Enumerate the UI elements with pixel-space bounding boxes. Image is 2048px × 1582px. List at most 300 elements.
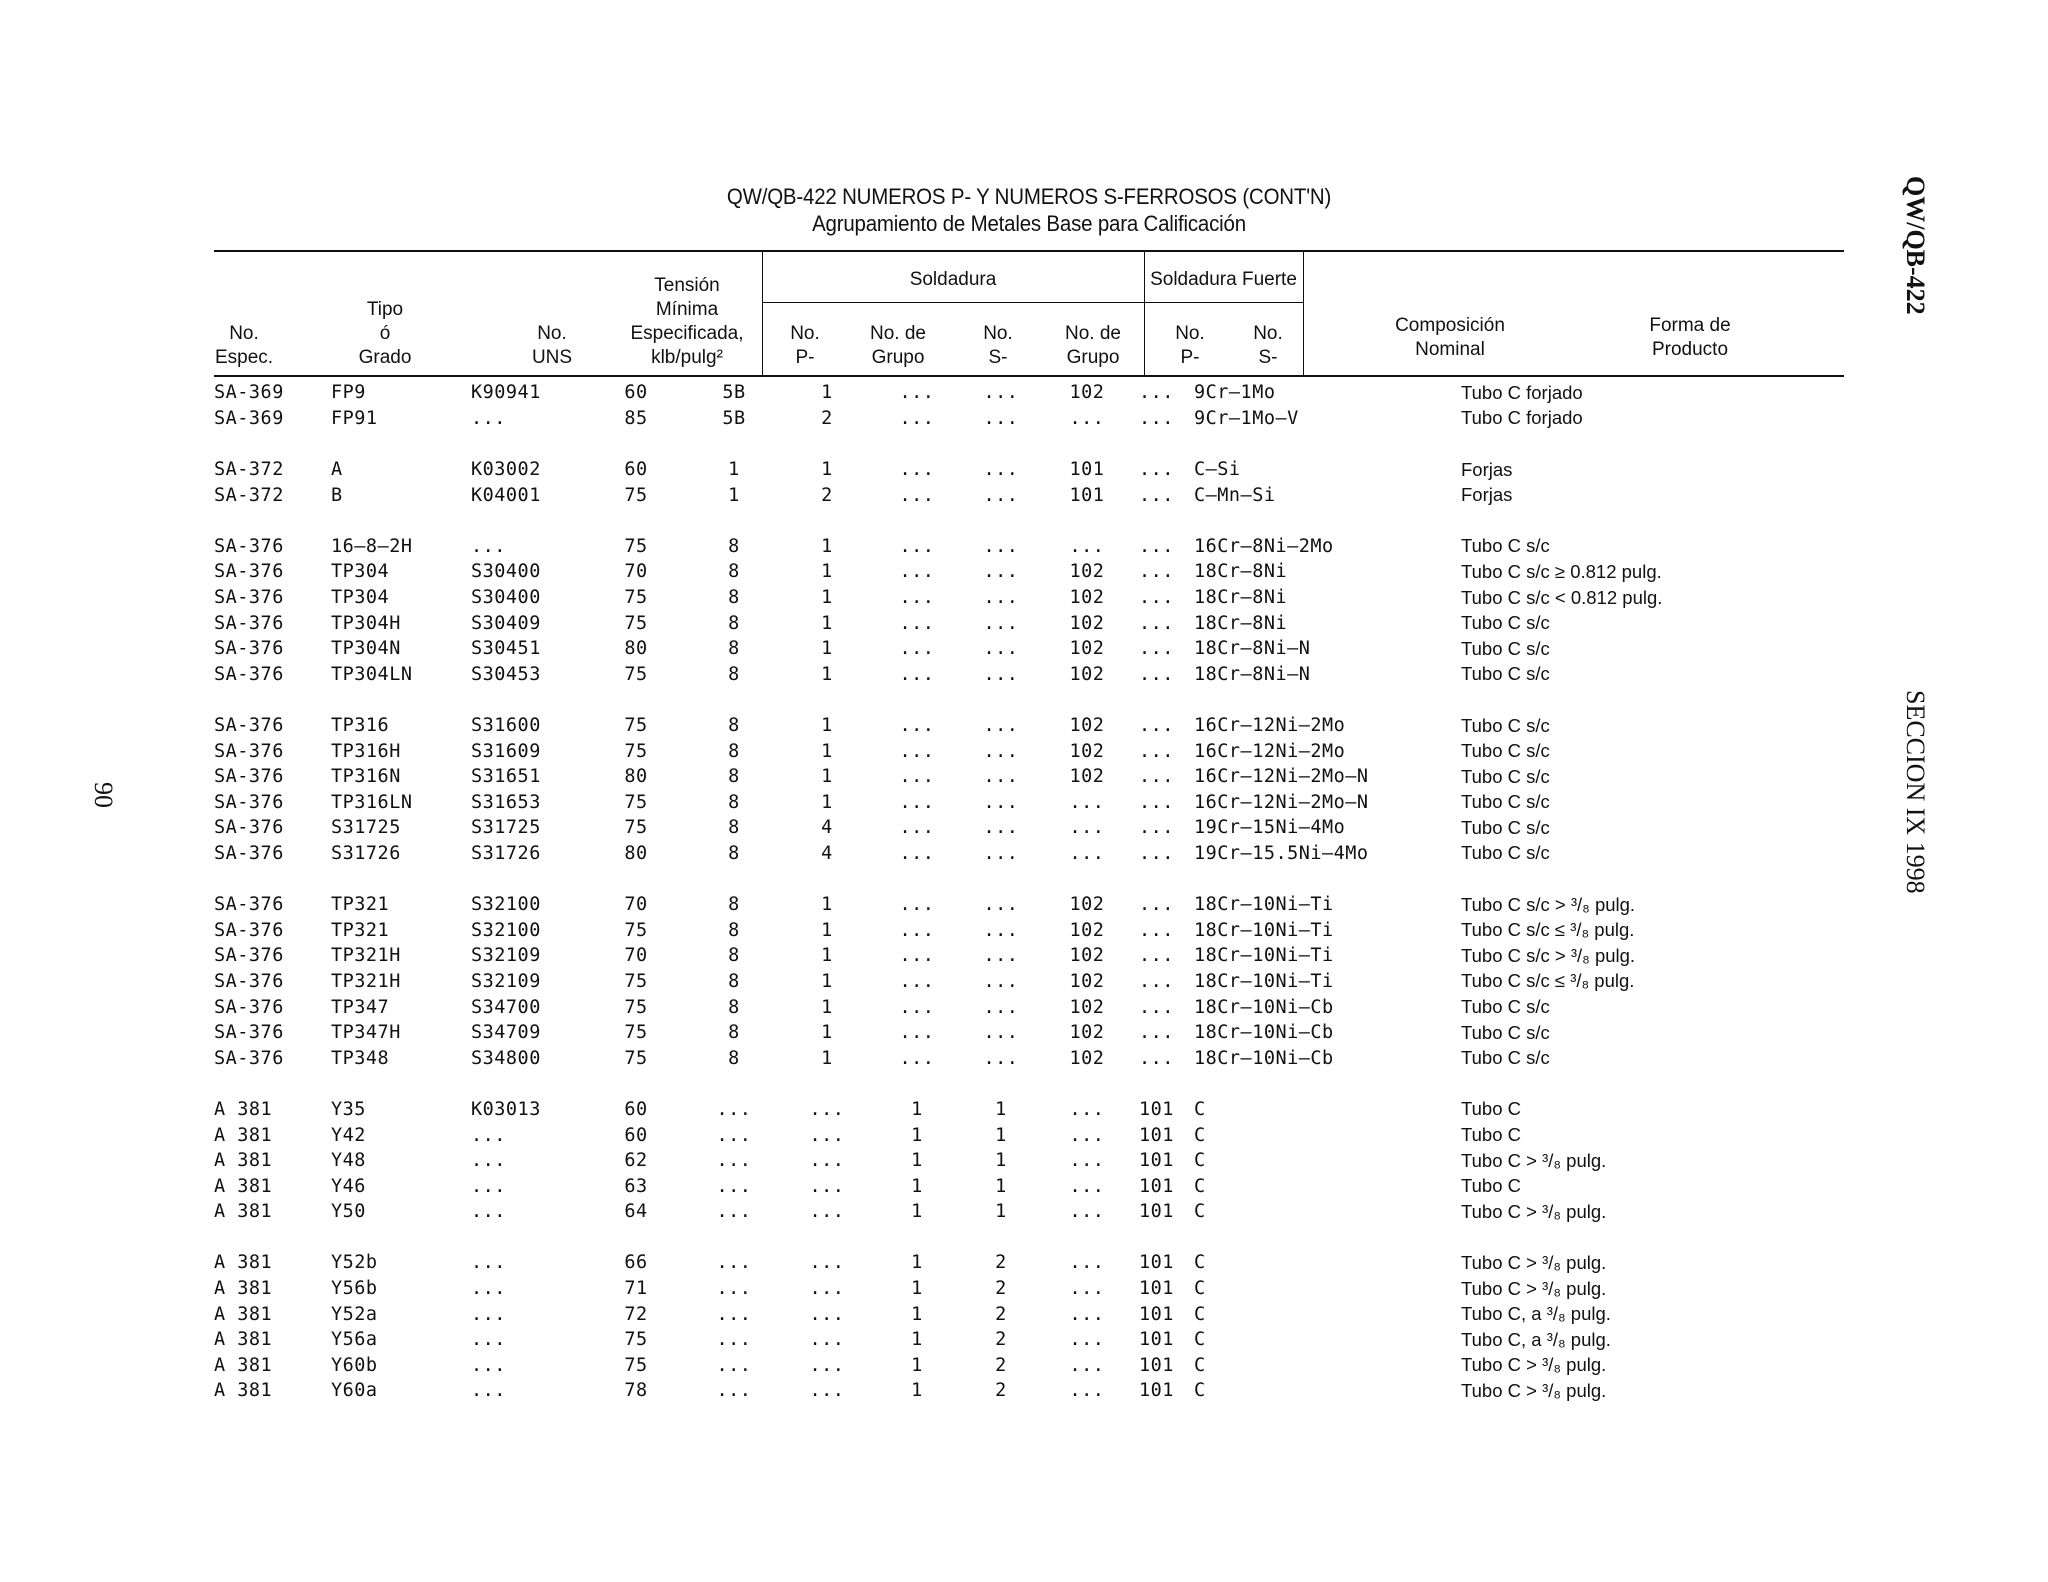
cell-spec: SA-376 bbox=[214, 1047, 284, 1069]
cell-composition: C bbox=[1194, 1354, 1206, 1376]
cell-composition: 18Cr–10Ni–Ti bbox=[1194, 894, 1334, 916]
cell-braze-p-no: 102 bbox=[1069, 715, 1105, 737]
cell-spec: A 381 bbox=[214, 1252, 273, 1274]
cell-product-form: Tubo C > ³/₈ pulg. bbox=[1461, 1149, 1607, 1171]
cell-p-no: 5B bbox=[722, 407, 746, 429]
cell-composition: 16Cr–12Ni–2Mo–N bbox=[1194, 766, 1369, 788]
col-header-s-group: No. de Grupo bbox=[1065, 323, 1121, 368]
cell-spec: SA-376 bbox=[214, 970, 284, 992]
cell-p-group: ... bbox=[809, 1354, 845, 1376]
cell-uns: S30400 bbox=[471, 561, 541, 583]
cell-p-group: 1 bbox=[821, 1022, 833, 1044]
cell-braze-p-no: 101 bbox=[1069, 459, 1105, 481]
cell-braze-s-no: ... bbox=[1139, 638, 1174, 660]
cell-braze-s-no: ... bbox=[1139, 945, 1174, 967]
cell-product-form: Tubo C > ³/₈ pulg. bbox=[1461, 1277, 1607, 1299]
cell-p-group: 4 bbox=[821, 817, 833, 839]
cell-p-no: 8 bbox=[728, 535, 740, 557]
cell-spec: A 381 bbox=[214, 1175, 273, 1197]
cell-uns: S31600 bbox=[471, 715, 541, 737]
cell-braze-p-no: ... bbox=[1069, 842, 1105, 864]
table-row bbox=[214, 1020, 1761, 1046]
cell-braze-p-no: ... bbox=[1069, 1098, 1105, 1120]
cell-s-group: ... bbox=[983, 945, 1019, 967]
col-header-tensile: Tensión Mínima Especificada, klb/pulg² bbox=[630, 275, 744, 368]
cell-s-no: ... bbox=[899, 945, 935, 967]
cell-product-form: Tubo C s/c bbox=[1461, 816, 1550, 838]
cell-spec: SA-376 bbox=[214, 561, 284, 583]
cell-s-group: 2 bbox=[995, 1354, 1007, 1376]
cell-braze-s-no: ... bbox=[1139, 663, 1174, 685]
side-code-label: QW/QB-422 bbox=[1901, 176, 1930, 315]
table-row bbox=[214, 738, 1761, 764]
cell-s-group: ... bbox=[983, 894, 1019, 916]
cell-product-form: Tubo C s/c bbox=[1461, 765, 1550, 787]
cell-braze-p-no: ... bbox=[1069, 1380, 1105, 1402]
col-header-p-group: No. de Grupo bbox=[870, 323, 926, 368]
cell-tensile: 75 bbox=[624, 663, 648, 685]
cell-p-group: 1 bbox=[821, 535, 833, 557]
cell-s-group: 1 bbox=[995, 1175, 1007, 1197]
cell-p-group: 1 bbox=[821, 791, 833, 813]
cell-s-group: ... bbox=[983, 612, 1019, 634]
cell-tensile: 75 bbox=[624, 791, 648, 813]
cell-grade: TP304 bbox=[331, 561, 390, 583]
cell-uns: ... bbox=[471, 1303, 506, 1325]
table-row bbox=[214, 1045, 1761, 1071]
cell-composition: 18Cr–8Ni bbox=[1194, 612, 1288, 634]
cell-p-group: ... bbox=[809, 1380, 845, 1402]
cell-s-no: 1 bbox=[911, 1278, 923, 1300]
cell-braze-s-no: ... bbox=[1139, 766, 1174, 788]
cell-product-form: Tubo C s/c > ³/₈ pulg. bbox=[1461, 944, 1636, 966]
cell-composition: C bbox=[1194, 1150, 1206, 1172]
cell-grade: TP304LN bbox=[331, 663, 413, 685]
cell-s-no: ... bbox=[899, 484, 935, 506]
cell-product-form: Tubo C s/c bbox=[1461, 663, 1550, 685]
cell-product-form: Tubo C s/c > ³/₈ pulg. bbox=[1461, 893, 1636, 915]
cell-tensile: 60 bbox=[624, 459, 648, 481]
table-row bbox=[214, 892, 1761, 918]
cell-s-no: ... bbox=[899, 842, 935, 864]
cell-s-group: ... bbox=[983, 459, 1019, 481]
cell-p-group: ... bbox=[809, 1252, 845, 1274]
cell-p-group: ... bbox=[809, 1150, 845, 1172]
cell-grade: Y56b bbox=[331, 1278, 378, 1300]
cell-p-group: ... bbox=[809, 1329, 845, 1351]
cell-spec: SA-376 bbox=[214, 919, 284, 941]
cell-spec: SA-376 bbox=[214, 612, 284, 634]
cell-product-form: Tubo C bbox=[1461, 1098, 1521, 1120]
table-row bbox=[214, 1173, 1761, 1199]
group-spacer-row bbox=[214, 866, 1761, 892]
cell-product-form: Tubo C s/c bbox=[1461, 842, 1550, 864]
cell-s-no: ... bbox=[899, 894, 935, 916]
header-top-rule bbox=[214, 250, 1844, 252]
page-number: 90 bbox=[89, 782, 118, 808]
cell-p-group: 1 bbox=[821, 945, 833, 967]
cell-p-no: 8 bbox=[728, 587, 740, 609]
cell-tensile: 85 bbox=[624, 407, 648, 429]
table-row bbox=[214, 1148, 1761, 1174]
cell-p-no: 8 bbox=[728, 638, 740, 660]
cell-s-group: 2 bbox=[995, 1252, 1007, 1274]
cell-braze-s-no: ... bbox=[1139, 612, 1174, 634]
cell-grade: Y52b bbox=[331, 1252, 378, 1274]
cell-s-group: ... bbox=[983, 587, 1019, 609]
cell-tensile: 80 bbox=[624, 766, 648, 788]
cell-tensile: 80 bbox=[624, 638, 648, 660]
cell-braze-s-no: ... bbox=[1139, 740, 1174, 762]
cell-grade: TP304 bbox=[331, 587, 390, 609]
cell-p-no: 8 bbox=[728, 1022, 740, 1044]
cell-s-no: 1 bbox=[911, 1380, 923, 1402]
cell-braze-p-no: 102 bbox=[1069, 638, 1105, 660]
cell-composition: 18Cr–8Ni–N bbox=[1194, 663, 1311, 685]
table-row bbox=[214, 457, 1761, 483]
cell-p-group: 1 bbox=[821, 587, 833, 609]
cell-s-no: ... bbox=[899, 407, 935, 429]
col-header-braze-p-no: No. P- bbox=[1175, 323, 1205, 368]
cell-p-group: 1 bbox=[821, 766, 833, 788]
group-spacer-row bbox=[214, 1071, 1761, 1097]
cell-s-group: ... bbox=[983, 996, 1019, 1018]
cell-grade: TP304H bbox=[331, 612, 401, 634]
cell-s-group: ... bbox=[983, 766, 1019, 788]
cell-uns: S34800 bbox=[471, 1047, 541, 1069]
table-row bbox=[214, 1097, 1761, 1123]
cell-s-group: ... bbox=[983, 484, 1019, 506]
cell-product-form: Forjas bbox=[1461, 484, 1513, 506]
cell-spec: A 381 bbox=[214, 1380, 273, 1402]
cell-composition: 19Cr–15Ni–4Mo bbox=[1194, 817, 1346, 839]
cell-braze-p-no: 102 bbox=[1069, 766, 1105, 788]
cell-p-no: ... bbox=[716, 1380, 752, 1402]
cell-spec: SA-372 bbox=[214, 459, 284, 481]
cell-spec: SA-376 bbox=[214, 663, 284, 685]
cell-braze-s-no: ... bbox=[1139, 382, 1174, 404]
cell-p-no: ... bbox=[716, 1124, 752, 1146]
cell-p-no: ... bbox=[716, 1278, 752, 1300]
cell-spec: SA-376 bbox=[214, 766, 284, 788]
table-row bbox=[214, 943, 1761, 969]
cell-composition: 16Cr–12Ni–2Mo–N bbox=[1194, 791, 1369, 813]
spacer-cell bbox=[214, 431, 1761, 457]
cell-p-group: ... bbox=[809, 1098, 845, 1120]
cell-braze-s-no: 101 bbox=[1139, 1175, 1174, 1197]
cell-spec: SA-376 bbox=[214, 791, 284, 813]
cell-s-group: ... bbox=[983, 817, 1019, 839]
table-row bbox=[214, 610, 1761, 636]
cell-p-no: ... bbox=[716, 1303, 752, 1325]
cell-braze-p-no: ... bbox=[1069, 1354, 1105, 1376]
cell-tensile: 64 bbox=[624, 1201, 648, 1223]
cell-braze-p-no: 102 bbox=[1069, 382, 1105, 404]
cell-p-no: ... bbox=[716, 1329, 752, 1351]
cell-tensile: 60 bbox=[624, 382, 648, 404]
cell-s-group: ... bbox=[983, 970, 1019, 992]
cell-s-no: ... bbox=[899, 459, 935, 481]
cell-grade: Y42 bbox=[331, 1124, 366, 1146]
cell-composition: C bbox=[1194, 1278, 1206, 1300]
cell-grade: Y56a bbox=[331, 1329, 378, 1351]
cell-grade: TP316H bbox=[331, 740, 401, 762]
cell-s-no: ... bbox=[899, 740, 935, 762]
cell-grade: TP321 bbox=[331, 894, 390, 916]
cell-uns: S30453 bbox=[471, 663, 541, 685]
cell-braze-p-no: 102 bbox=[1069, 894, 1105, 916]
cell-s-group: ... bbox=[983, 535, 1019, 557]
cell-p-group: 2 bbox=[821, 484, 833, 506]
cell-braze-s-no: 101 bbox=[1139, 1252, 1174, 1274]
cell-product-form: Tubo C s/c < 0.812 pulg. bbox=[1461, 586, 1663, 608]
cell-uns: K04001 bbox=[471, 484, 541, 506]
cell-p-no: ... bbox=[716, 1252, 752, 1274]
cell-braze-p-no: 102 bbox=[1069, 663, 1105, 685]
cell-p-group: 1 bbox=[821, 638, 833, 660]
cell-tensile: 62 bbox=[624, 1150, 648, 1172]
cell-p-no: 8 bbox=[728, 842, 740, 864]
cell-uns: S34700 bbox=[471, 996, 541, 1018]
col-header-form: Forma de Producto bbox=[1649, 315, 1731, 360]
cell-spec: A 381 bbox=[214, 1278, 273, 1300]
cell-uns: S34709 bbox=[471, 1022, 541, 1044]
cell-spec: SA-369 bbox=[214, 382, 284, 404]
table-row bbox=[214, 636, 1761, 662]
cell-p-group: 1 bbox=[821, 740, 833, 762]
cell-p-no: 8 bbox=[728, 561, 740, 583]
cell-product-form: Tubo C s/c bbox=[1461, 612, 1550, 634]
cell-p-group: 1 bbox=[821, 561, 833, 583]
cell-s-group: ... bbox=[983, 382, 1019, 404]
header-bottom-rule bbox=[214, 375, 1844, 377]
cell-composition: 19Cr–15.5Ni–4Mo bbox=[1194, 842, 1369, 864]
p-number-table bbox=[214, 380, 1761, 1404]
cell-uns: S32100 bbox=[471, 919, 541, 941]
cell-braze-p-no: 102 bbox=[1069, 1022, 1105, 1044]
table-row bbox=[214, 994, 1761, 1020]
cell-uns: S31651 bbox=[471, 766, 541, 788]
cell-braze-s-no: ... bbox=[1139, 1022, 1174, 1044]
cell-s-group: ... bbox=[983, 740, 1019, 762]
cell-uns: ... bbox=[471, 1278, 506, 1300]
cell-p-no: 8 bbox=[728, 919, 740, 941]
cell-s-no: ... bbox=[899, 535, 935, 557]
cell-p-no: 5B bbox=[722, 382, 746, 404]
cell-p-group: ... bbox=[809, 1201, 845, 1223]
cell-s-group: ... bbox=[983, 1047, 1019, 1069]
table-row bbox=[214, 815, 1761, 841]
cell-p-group: ... bbox=[809, 1124, 845, 1146]
cell-s-no: 1 bbox=[911, 1354, 923, 1376]
cell-grade: B bbox=[331, 484, 343, 506]
cell-p-no: 8 bbox=[728, 1047, 740, 1069]
cell-braze-s-no: ... bbox=[1139, 894, 1174, 916]
cell-braze-s-no: 101 bbox=[1139, 1380, 1174, 1402]
table-row bbox=[214, 559, 1761, 585]
cell-product-form: Tubo C s/c bbox=[1461, 996, 1550, 1018]
cell-composition: 18Cr–8Ni bbox=[1194, 561, 1288, 583]
cell-braze-p-no: 102 bbox=[1069, 919, 1105, 941]
cell-s-no: ... bbox=[899, 638, 935, 660]
table-row bbox=[214, 1327, 1761, 1353]
cell-uns: S30400 bbox=[471, 587, 541, 609]
cell-s-no: ... bbox=[899, 1022, 935, 1044]
table-title-block bbox=[214, 183, 1844, 237]
cell-s-no: 1 bbox=[911, 1329, 923, 1351]
cell-s-no: ... bbox=[899, 766, 935, 788]
cell-braze-s-no: ... bbox=[1139, 791, 1174, 813]
cell-braze-p-no: ... bbox=[1069, 1252, 1105, 1274]
group-spacer-row bbox=[214, 431, 1761, 457]
cell-product-form: Tubo C s/c ≤ ³/₈ pulg. bbox=[1461, 919, 1635, 941]
cell-tensile: 75 bbox=[624, 1047, 648, 1069]
table-row bbox=[214, 406, 1761, 432]
cell-p-no: 8 bbox=[728, 612, 740, 634]
cell-s-group: ... bbox=[983, 791, 1019, 813]
group-header-soldadura-fuerte: Soldadura Fuerte bbox=[1150, 269, 1297, 290]
cell-braze-p-no: ... bbox=[1069, 1329, 1105, 1351]
cell-braze-s-no: 101 bbox=[1139, 1303, 1174, 1325]
cell-composition: 9Cr–1Mo bbox=[1194, 382, 1276, 404]
cell-tensile: 60 bbox=[624, 1124, 648, 1146]
col-header-p-no: No. P- bbox=[790, 323, 820, 368]
cell-s-group: 2 bbox=[995, 1329, 1007, 1351]
cell-s-no: ... bbox=[899, 817, 935, 839]
cell-braze-p-no: ... bbox=[1069, 1175, 1105, 1197]
header-divider-3 bbox=[1303, 251, 1304, 376]
cell-uns: S31725 bbox=[471, 817, 541, 839]
cell-grade: Y60a bbox=[331, 1380, 378, 1402]
cell-braze-s-no: 101 bbox=[1139, 1278, 1174, 1300]
table-row bbox=[214, 1250, 1761, 1276]
table-row bbox=[214, 1276, 1761, 1302]
cell-spec: SA-376 bbox=[214, 945, 284, 967]
cell-s-no: ... bbox=[899, 663, 935, 685]
col-header-uns: No. UNS bbox=[531, 323, 573, 368]
cell-braze-s-no: 101 bbox=[1139, 1150, 1174, 1172]
cell-braze-s-no: 101 bbox=[1139, 1354, 1174, 1376]
cell-spec: A 381 bbox=[214, 1124, 273, 1146]
cell-braze-p-no: 102 bbox=[1069, 587, 1105, 609]
cell-spec: SA-369 bbox=[214, 407, 284, 429]
cell-p-no: 8 bbox=[728, 791, 740, 813]
cell-grade: Y48 bbox=[331, 1150, 366, 1172]
cell-tensile: 71 bbox=[624, 1278, 648, 1300]
cell-uns: S32100 bbox=[471, 894, 541, 916]
cell-tensile: 75 bbox=[624, 587, 648, 609]
group-spacer-row bbox=[214, 687, 1761, 713]
cell-grade: TP316 bbox=[331, 715, 390, 737]
cell-grade: FP9 bbox=[331, 382, 366, 404]
cell-grade: FP91 bbox=[331, 407, 378, 429]
cell-braze-p-no: 102 bbox=[1069, 612, 1105, 634]
cell-uns: ... bbox=[471, 1252, 506, 1274]
cell-braze-p-no: 102 bbox=[1069, 1047, 1105, 1069]
cell-product-form: Tubo C s/c ≤ ³/₈ pulg. bbox=[1461, 970, 1635, 992]
table-row bbox=[214, 380, 1761, 406]
cell-tensile: 75 bbox=[624, 612, 648, 634]
cell-uns: ... bbox=[471, 1124, 506, 1146]
cell-p-group: 1 bbox=[821, 894, 833, 916]
cell-product-form: Tubo C > ³/₈ pulg. bbox=[1461, 1379, 1607, 1401]
cell-braze-p-no: ... bbox=[1069, 791, 1105, 813]
cell-p-group: 1 bbox=[821, 382, 833, 404]
cell-grade: TP347 bbox=[331, 996, 390, 1018]
cell-uns: ... bbox=[471, 1201, 506, 1223]
cell-product-form: Tubo C forjado bbox=[1461, 407, 1583, 429]
cell-s-no: ... bbox=[899, 919, 935, 941]
cell-braze-p-no: ... bbox=[1069, 1278, 1105, 1300]
cell-braze-s-no: 101 bbox=[1139, 1098, 1174, 1120]
side-section-label: SECCION IX 1998 bbox=[1901, 690, 1930, 894]
cell-s-no: ... bbox=[899, 970, 935, 992]
table-row bbox=[214, 482, 1761, 508]
cell-p-no: 8 bbox=[728, 740, 740, 762]
cell-tensile: 75 bbox=[624, 740, 648, 762]
cell-s-no: ... bbox=[899, 587, 935, 609]
cell-braze-s-no: ... bbox=[1139, 1047, 1174, 1069]
cell-tensile: 75 bbox=[624, 535, 648, 557]
cell-tensile: 70 bbox=[624, 561, 648, 583]
table-row bbox=[214, 1199, 1761, 1225]
cell-composition: 16Cr–8Ni–2Mo bbox=[1194, 535, 1334, 557]
cell-s-no: ... bbox=[899, 791, 935, 813]
cell-braze-p-no: 102 bbox=[1069, 945, 1105, 967]
cell-composition: 9Cr–1Mo–V bbox=[1194, 407, 1299, 429]
table-row bbox=[214, 534, 1761, 560]
cell-s-group: 1 bbox=[995, 1150, 1007, 1172]
cell-s-no: ... bbox=[899, 382, 935, 404]
cell-product-form: Tubo C s/c ≥ 0.812 pulg. bbox=[1461, 560, 1662, 582]
cell-p-group: 1 bbox=[821, 459, 833, 481]
spacer-cell bbox=[214, 508, 1761, 534]
cell-composition: 18Cr–10Ni–Ti bbox=[1194, 945, 1334, 967]
cell-braze-s-no: ... bbox=[1139, 484, 1174, 506]
cell-uns: S31609 bbox=[471, 740, 541, 762]
cell-s-no: 1 bbox=[911, 1201, 923, 1223]
cell-grade: TP316N bbox=[331, 766, 401, 788]
cell-s-group: 2 bbox=[995, 1380, 1007, 1402]
cell-grade: TP316LN bbox=[331, 791, 413, 813]
cell-p-group: 1 bbox=[821, 715, 833, 737]
cell-uns: ... bbox=[471, 1354, 506, 1376]
cell-braze-s-no: ... bbox=[1139, 587, 1174, 609]
cell-grade: 16–8–2H bbox=[331, 535, 413, 557]
cell-uns: S32109 bbox=[471, 945, 541, 967]
cell-s-no: 1 bbox=[911, 1252, 923, 1274]
cell-product-form: Tubo C > ³/₈ pulg. bbox=[1461, 1354, 1607, 1376]
cell-tensile: 75 bbox=[624, 1354, 648, 1376]
cell-grade: Y60b bbox=[331, 1354, 378, 1376]
cell-braze-p-no: ... bbox=[1069, 1201, 1105, 1223]
cell-tensile: 63 bbox=[624, 1175, 648, 1197]
cell-grade: TP348 bbox=[331, 1047, 390, 1069]
cell-spec: SA-372 bbox=[214, 484, 284, 506]
table-subtitle: Agrupamiento de Metales Base para Calificación bbox=[812, 211, 1246, 236]
table-row bbox=[214, 969, 1761, 995]
cell-p-no: ... bbox=[716, 1201, 752, 1223]
cell-uns: S30451 bbox=[471, 638, 541, 660]
cell-composition: 18Cr–10Ni–Cb bbox=[1194, 1047, 1334, 1069]
cell-spec: SA-376 bbox=[214, 996, 284, 1018]
cell-braze-p-no: 102 bbox=[1069, 561, 1105, 583]
cell-spec: A 381 bbox=[214, 1354, 273, 1376]
table-row bbox=[214, 790, 1761, 816]
cell-grade: Y35 bbox=[331, 1098, 366, 1120]
cell-p-no: 8 bbox=[728, 766, 740, 788]
cell-spec: SA-376 bbox=[214, 587, 284, 609]
